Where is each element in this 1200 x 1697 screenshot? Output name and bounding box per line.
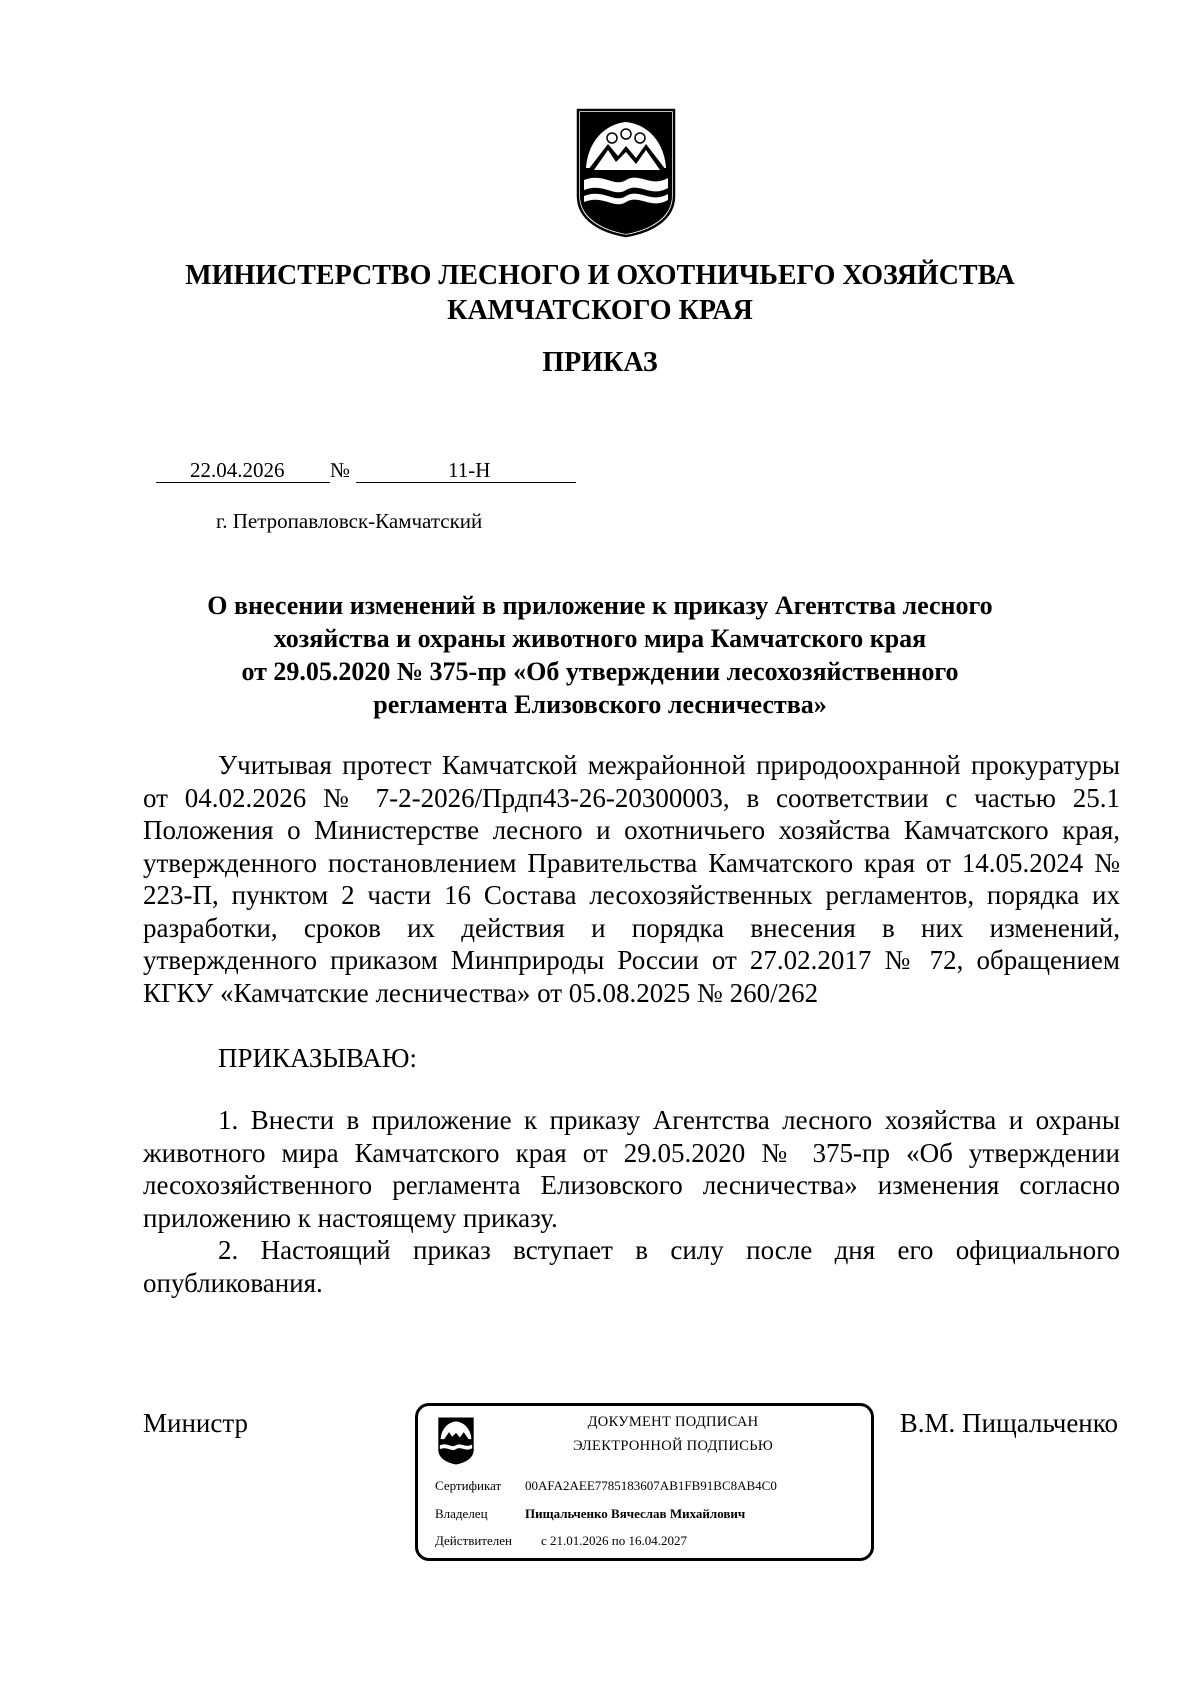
ministry-name-line2: КАМЧАТСКОГО КРАЯ bbox=[447, 295, 753, 326]
validity-label: Действителен bbox=[435, 1533, 512, 1548]
stamp-emblem-icon bbox=[436, 1416, 476, 1466]
subject-line2: хозяйства и охраны животного мира Камчатского края bbox=[273, 624, 927, 653]
stamp-title-line1: ДОКУМЕНТ ПОДПИСАН bbox=[587, 1414, 759, 1430]
order-subject bbox=[150, 589, 1050, 721]
electronic-signature-stamp bbox=[415, 1403, 874, 1561]
preamble-paragraph: Учитывая протест Камчатской межрайонной природоохранной прокуратуры от 04.02.2026 № 7-2-2026/Прдп43-26-20300003, в соответствии с частью 25.1 Положения о Министерстве лесного и охотничьего хозяйства Камчатского края, утвержденного постановлением Правительства Камчатского края от 14.05.2024 № 223-П, пунктом 2 части 16 Состава лесохозяйственных регламентов, порядка их разработки, сроков их действия и порядка внесения в них изменений, утвержденного приказом Минприроды России от 27.02.2017 № 72, обращением КГКУ «Камчатские лесничества» от 05.08.2025 № 260/262 bbox=[143, 750, 1120, 1008]
certificate-value: 00AFA2AEE7785183607AB1FB91BC8AB4C0 bbox=[525, 1478, 777, 1493]
signatory-name: В.М. Пищальченко bbox=[899, 1408, 1118, 1438]
preamble-block bbox=[143, 749, 1120, 1009]
date-underline bbox=[156, 482, 330, 483]
registration-line bbox=[0, 458, 1200, 484]
stamp-title-line2: ЭЛЕКТРОННОЙ ПОДПИСЬЮ bbox=[572, 1438, 774, 1454]
order-point-2: 2. Настоящий приказ вступает в силу после дня его официального опубликования. bbox=[143, 1235, 1120, 1298]
subject-line3: от 29.05.2020 № 375-пр «Об утверждении лесохозяйственного bbox=[241, 657, 959, 686]
order-date: 22.04.2026 bbox=[190, 458, 285, 482]
order-point-1: 1. Внести в приложение к приказу Агентства лесного хозяйства и охраны животного мира Камчатского края от 29.05.2020 № 375-пр «Об утверждении лесохозяйственного регламента Елизовского лесничества» изменения согласно приложению к настоящему приказу. bbox=[143, 1105, 1120, 1233]
city: г. Петропавловск-Камчатский bbox=[216, 509, 483, 533]
order-number: 11-Н bbox=[448, 458, 491, 482]
number-underline bbox=[356, 482, 576, 483]
document-type: ПРИКАЗ bbox=[542, 347, 658, 378]
stamp-validity-row bbox=[435, 1533, 687, 1549]
subject-line1: О внесении изменений в приложение к приказу Агентства лесного bbox=[207, 591, 993, 620]
signatory-position: Министр bbox=[143, 1408, 248, 1438]
coat-of-arms-icon bbox=[574, 108, 678, 238]
owner-label: Владелец bbox=[435, 1506, 488, 1521]
number-sign: № bbox=[330, 458, 351, 482]
validity-value: с 21.01.2026 по 16.04.2027 bbox=[541, 1533, 687, 1548]
decree-word: ПРИКАЗЫВАЮ: bbox=[218, 1043, 417, 1073]
stamp-certificate-row bbox=[435, 1478, 777, 1494]
order-points bbox=[143, 1104, 1120, 1299]
certificate-label: Сертификат bbox=[435, 1478, 502, 1493]
ministry-name-line1: МИНИСТЕРСТВО ЛЕСНОГО И ОХОТНИЧЬЕГО ХОЗЯЙСТВА bbox=[185, 260, 1015, 291]
owner-value: Пищальченко Вячеслав Михайлович bbox=[525, 1506, 746, 1521]
subject-line4: регламента Елизовского лесничества» bbox=[373, 690, 827, 719]
stamp-owner-row bbox=[435, 1506, 745, 1522]
